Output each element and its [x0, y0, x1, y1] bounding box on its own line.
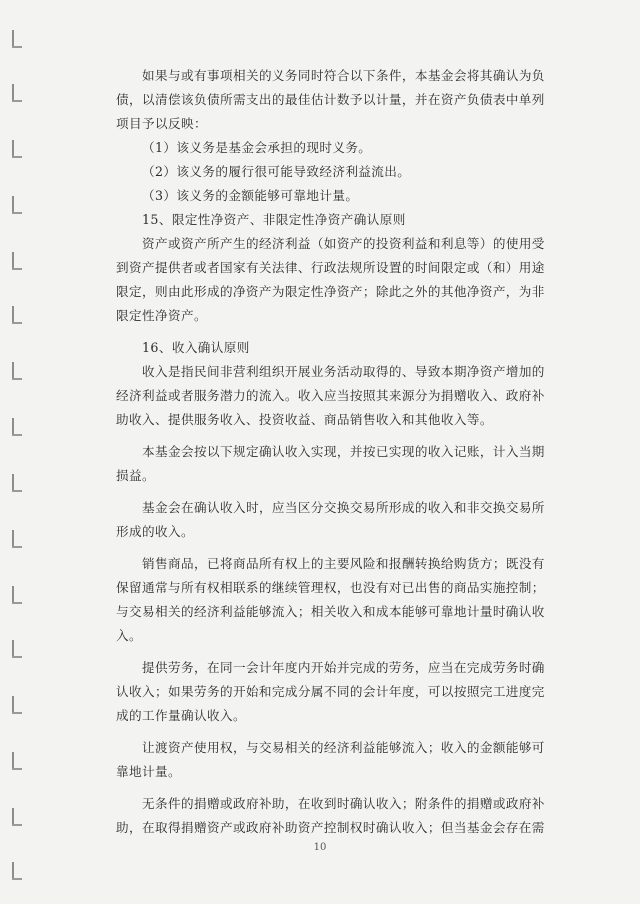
section-heading-16: 16、收入确认原则: [142, 340, 250, 355]
document-body: [116, 64, 556, 840]
paragraph-exchange-transactions: 基金会在确认收入时，应当区分交换交易所形成的收入和非交换交易所形成的收入。: [116, 500, 545, 539]
page-number: 10: [313, 842, 327, 853]
paragraph-donations: 无条件的捐赠或政府补助，在收到时确认收入；附条件的捐赠或政府补助，在取得捐赠资产或政府补助资产控制权时确认收入；但当基金会存在需: [116, 796, 545, 835]
paragraph-sales-of-goods: 销售商品，已将商品所有权上的主要风险和报酬转换给购货方；既没有保留通常与所有权相联系的继续管理权，也没有对已出售的商品实施控制；与交易相关的经济利益能够流入；相关收入和成本能够可靠地计量时确认收入。: [116, 556, 545, 643]
condition-3: （3）该义务的金额能够可靠地计量。: [142, 188, 359, 203]
condition-1: （1）该义务是基金会承担的现时义务。: [142, 140, 372, 155]
paragraph-use-of-assets: 让渡资产使用权，与交易相关的经济利益能够流入；收入的金额能够可靠地计量。: [116, 740, 545, 779]
binding-holes: [6, 0, 28, 904]
paragraph-revenue-definition: 收入是指民间非营利组织开展业务活动取得的、导致本期净资产增加的经济利益或者服务潜力的流入。收入应当按照其来源分为捐赠收入、政府补助收入、提供服务收入、投资收益、商品销售收入和其他收入等。: [116, 364, 545, 427]
section-heading-15: 15、限定性净资产、非限定性净资产确认原则: [142, 212, 406, 227]
paragraph-services: 提供劳务，在同一会计年度内开始并完成的劳务，应当在完成劳务时确认收入；如果劳务的开始和完成分属不同的会计年度，可以按照完工进度完成的工作量确认收入。: [116, 660, 545, 723]
paragraph-net-assets: 资产或资产所产生的经济利益（如资产的投资利益和利息等）的使用受到资产提供者或者国家有关法律、行政法规所设置的时间限定或（和）用途限定，则由此形成的净资产为限定性净资产；除此之外的其他净资产，为非限定性净资产。: [116, 236, 545, 323]
paragraph-contingency: 如果与或有事项相关的义务同时符合以下条件，本基金会将其确认为负债，以清偿该负债所需支出的最佳估计数予以计量，并在资产负债表中单列项目予以反映：: [116, 68, 545, 131]
paragraph-revenue-recognition: 本基金会按以下规定确认收入实现，并按已实现的收入记账，计入当期损益。: [116, 444, 545, 483]
condition-2: （2）该义务的履行很可能导致经济利益流出。: [142, 164, 411, 179]
